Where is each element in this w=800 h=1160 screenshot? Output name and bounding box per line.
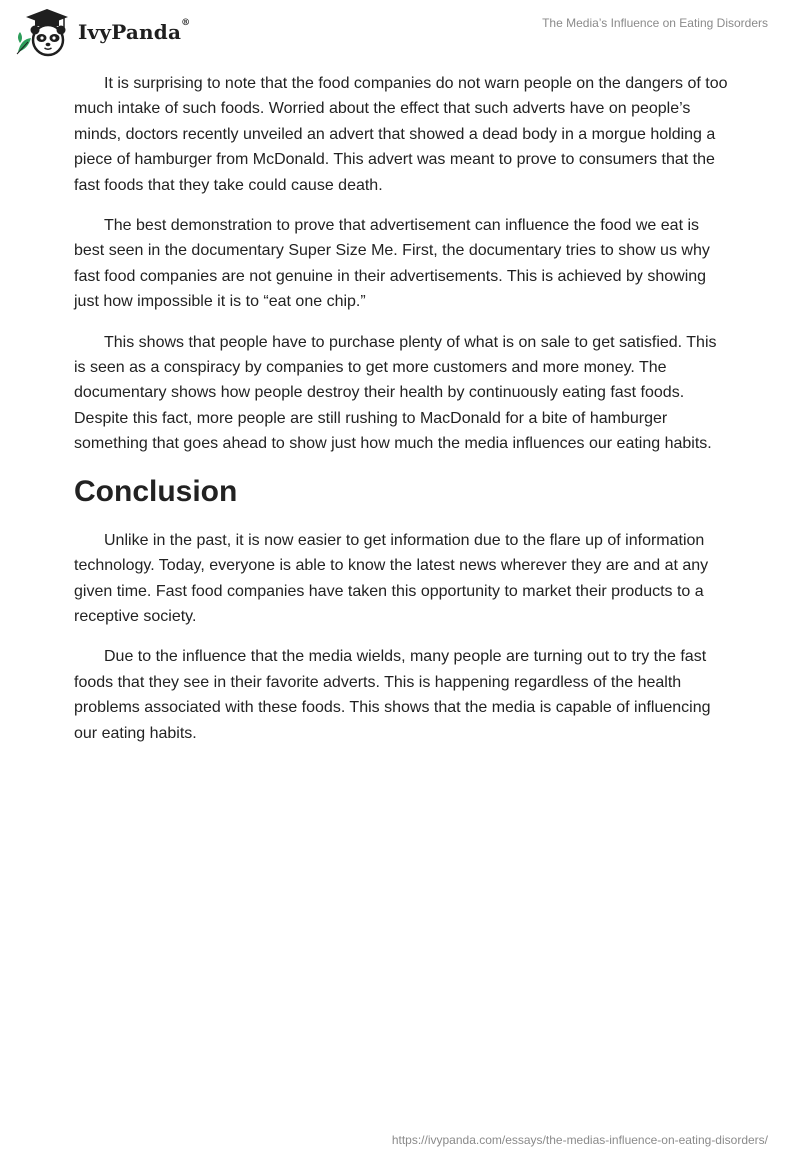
document-title: The Media’s Influence on Eating Disorders xyxy=(542,16,768,30)
source-url-link[interactable]: https://ivypanda.com/essays/the-medias-influence-on-eating-disorders/ xyxy=(391,1133,768,1147)
paragraph: Unlike in the past, it is now easier to get information due to the flare up of information technology. Today, everyone is able to know the latest news wherever they are and at any given time. Fast food companies have taken this opportunity to market their products to a receptive society. xyxy=(74,531,709,625)
paragraph: The best demonstration to prove that advertisement can influence the food we eat is best seen in the documentary Super Size Me. First, the documentary tries to show us why fast food companies are not genuine in their advertisements. This is achieved by showing just how impossible it is to “eat one chip.” xyxy=(74,217,710,311)
essay-body xyxy=(74,71,730,761)
paragraph: It is surprising to note that the food companies do not warn people on the dangers of too much intake of such foods. Worried about the effect that such adverts have on people’s minds, doctors recently unveiled an advert that showed a dead body in a morgue holding a piece of hamburger from McDonald. This advert was meant to prove to consumers that the fast foods that they take could cause death. xyxy=(74,75,728,194)
panda-graduate-icon xyxy=(14,8,76,58)
page-header xyxy=(0,0,800,60)
brand-name xyxy=(78,20,190,44)
brand-name-text: IvyPanda xyxy=(78,20,182,44)
ivypanda-logo[interactable] xyxy=(14,8,194,58)
section-heading-conclusion: Conclusion xyxy=(74,474,238,508)
paragraph: This shows that people have to purchase plenty of what is on sale to get satisfied. This is seen as a conspiracy by companies to get more customers and more money. The documentary shows how people destroy their health by continuously eating fast foods. Despite this fact, more people are still rushing to MacDonald for a bite of hamburger something that goes ahead to show just how much the media influences our eating habits. xyxy=(74,333,717,453)
registered-mark: ® xyxy=(181,18,191,28)
paragraph: Due to the influence that the media wields, many people are turning out to try the fast foods that they see in their favorite adverts. This is happening regardless of the health problems associated with these foods. This shows that the media is capable of influencing our eating habits. xyxy=(74,648,711,742)
